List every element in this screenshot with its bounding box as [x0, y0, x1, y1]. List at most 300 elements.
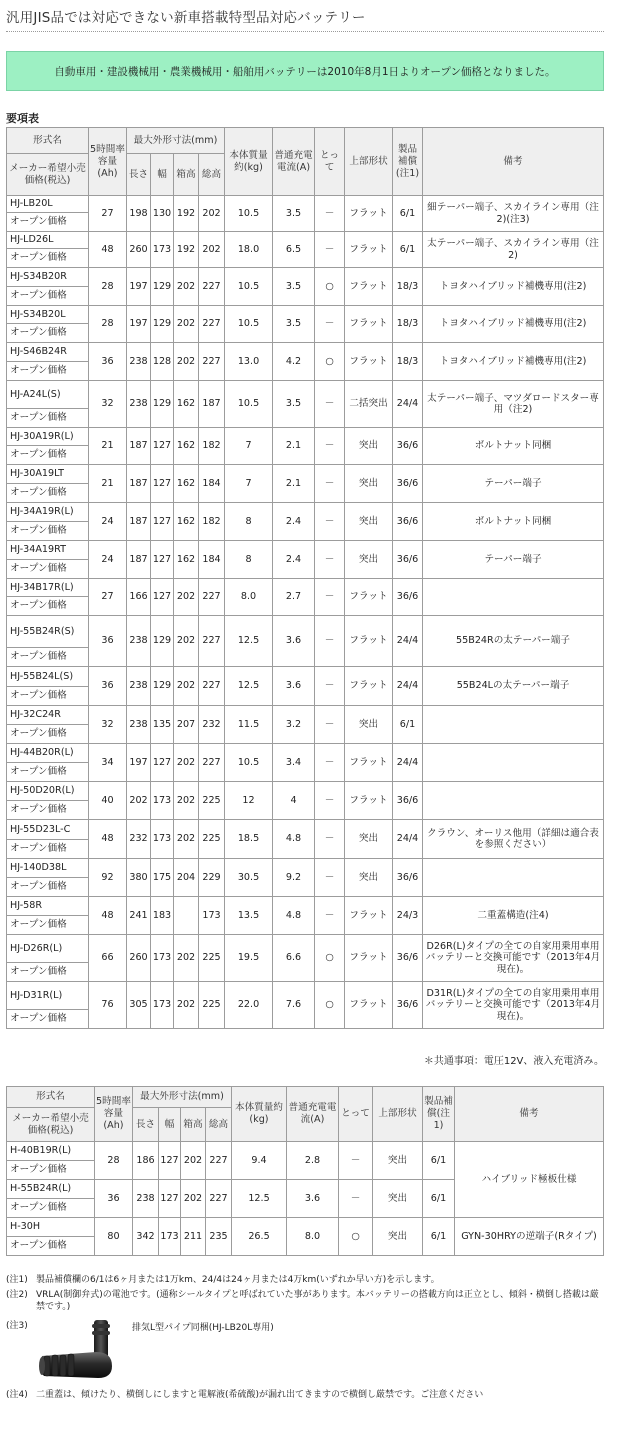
- capacity: 36: [89, 667, 127, 706]
- length: 197: [127, 744, 151, 782]
- model-name: H-30H: [7, 1218, 95, 1237]
- weight: 10.5: [225, 268, 273, 306]
- remarks: GYN-30HRYの逆端子(Rタイプ): [455, 1218, 604, 1256]
- capacity: 21: [89, 428, 127, 465]
- length: 232: [127, 820, 151, 859]
- model-name: HJ-S34B20R: [7, 268, 89, 287]
- charge-current: 3.5: [273, 196, 315, 232]
- footnote-key: (注1): [6, 1275, 28, 1285]
- total-height: 225: [199, 982, 225, 1029]
- table-row: [7, 465, 604, 484]
- length: 238: [127, 381, 151, 428]
- warranty: 36/6: [393, 579, 423, 616]
- total-height: 202: [199, 196, 225, 232]
- header-warranty: 製品補償(注1): [423, 1087, 455, 1142]
- header-remarks: 備考: [423, 128, 604, 196]
- charge-current: 3.2: [273, 706, 315, 744]
- width: 135: [151, 706, 174, 744]
- total-height: 202: [199, 232, 225, 268]
- table-row: [7, 1218, 604, 1237]
- total-height: 187: [199, 381, 225, 428]
- length: 238: [127, 706, 151, 744]
- footnote-4: [6, 1389, 606, 1401]
- handle: －: [339, 1180, 373, 1218]
- length: 197: [127, 268, 151, 306]
- spec-table-h: [6, 1086, 604, 1256]
- charge-current: 2.7: [273, 579, 315, 616]
- total-height: 184: [199, 541, 225, 579]
- model-name: HJ-A24L(S): [7, 381, 89, 409]
- header-dimensions: 最大外形寸法(mm): [127, 128, 225, 154]
- weight: 19.5: [225, 935, 273, 982]
- box-height: 162: [174, 381, 199, 428]
- handle: －: [315, 503, 345, 541]
- total-height: 227: [199, 744, 225, 782]
- header-remarks: 備考: [455, 1087, 604, 1142]
- width: 129: [151, 381, 174, 428]
- common-note: ＊共通事項：電圧12V、液入充電済み。: [423, 1056, 604, 1067]
- top-shape: 突出: [345, 820, 393, 859]
- footnote-text: VRLA(制御弁式)の電池です。(通称シールタイプと呼ばれていた事があります。本バッテリーの搭載方向は正立とし、傾斜・横倒し搭載は厳禁です。): [36, 1290, 599, 1312]
- box-height: 202: [174, 667, 199, 706]
- table-row: [7, 859, 604, 878]
- footnote-text: 製品補償欄の6/1は6ヶ月または1万km、24/4は24ヶ月または4万km(いずれか早い方)を示します。: [36, 1275, 440, 1285]
- model-name: HJ-D26R(L): [7, 935, 89, 963]
- width: 127: [159, 1142, 181, 1180]
- header-weight: 本体質量約(kg): [232, 1087, 287, 1142]
- charge-current: 2.1: [273, 465, 315, 503]
- length: 187: [127, 428, 151, 465]
- header-price: メーカー希望小売価格(税込): [7, 1108, 95, 1142]
- l-pipe-icon: [36, 1318, 126, 1382]
- top-shape: 突出: [345, 428, 393, 465]
- box-height: 162: [174, 541, 199, 579]
- remarks: 細テーパー端子、スカイライン専用（注2)(注3): [423, 196, 604, 232]
- width: 127: [151, 579, 174, 616]
- warranty: 24/4: [393, 616, 423, 667]
- handle: －: [315, 428, 345, 465]
- price: オープン価格: [7, 840, 89, 859]
- table-row: [7, 820, 604, 840]
- total-height: 227: [199, 579, 225, 616]
- weight: 22.0: [225, 982, 273, 1029]
- price: オープン価格: [7, 1010, 89, 1029]
- model-name: HJ-D31R(L): [7, 982, 89, 1010]
- price: オープン価格: [7, 560, 89, 579]
- table-row: [7, 196, 604, 213]
- remarks: D26R(L)タイプの全ての自家用乗用車用バッテリーと交換可能です（2013年4月現在)。: [423, 935, 604, 982]
- handle: －: [315, 820, 345, 859]
- top-shape: 突出: [345, 465, 393, 503]
- handle: －: [315, 667, 345, 706]
- capacity: 48: [89, 820, 127, 859]
- model-name: HJ-30A19R(L): [7, 428, 89, 446]
- model-name: HJ-55B24R(S): [7, 616, 89, 648]
- box-height: 202: [174, 935, 199, 982]
- length: 305: [127, 982, 151, 1029]
- model-name: HJ-140D38L: [7, 859, 89, 878]
- table-row: [7, 667, 604, 687]
- length: 166: [127, 579, 151, 616]
- handle: －: [315, 859, 345, 897]
- footnote-key: (注4): [6, 1390, 28, 1400]
- remarks: クラウン、オーリス他用（詳細は適合表を参照ください）: [423, 820, 604, 859]
- model-name: HJ-44B20R(L): [7, 744, 89, 763]
- price: オープン価格: [7, 446, 89, 465]
- capacity: 92: [89, 859, 127, 897]
- charge-current: 2.1: [273, 428, 315, 465]
- model-name: HJ-LD26L: [7, 232, 89, 249]
- charge-current: 3.5: [273, 268, 315, 306]
- handle: －: [315, 744, 345, 782]
- table-row: [7, 616, 604, 648]
- model-name: HJ-32C24R: [7, 706, 89, 725]
- model-name: HJ-S46B24R: [7, 343, 89, 362]
- warranty: 18/3: [393, 306, 423, 343]
- length: 260: [127, 232, 151, 268]
- price: オープン価格: [7, 362, 89, 381]
- warranty: 6/1: [423, 1218, 455, 1256]
- top-shape: フラット: [345, 579, 393, 616]
- top-shape: フラット: [345, 616, 393, 667]
- top-shape: フラット: [345, 782, 393, 820]
- price: オープン価格: [7, 763, 89, 782]
- remarks: 55B24Rの太テーパー端子: [423, 616, 604, 667]
- price: オープン価格: [7, 1161, 95, 1180]
- charge-current: 4.8: [273, 820, 315, 859]
- header-length: 長さ: [133, 1108, 159, 1142]
- charge-current: 3.6: [273, 616, 315, 667]
- warranty: 24/4: [393, 820, 423, 859]
- price: オープン価格: [7, 324, 89, 343]
- box-height: 204: [174, 859, 199, 897]
- capacity: 36: [89, 616, 127, 667]
- weight: 8.0: [225, 579, 273, 616]
- model-name: HJ-50D20R(L): [7, 782, 89, 801]
- remarks: [423, 579, 604, 616]
- width: 173: [151, 232, 174, 268]
- capacity: 27: [89, 196, 127, 232]
- total-height: 227: [199, 667, 225, 706]
- length: 342: [133, 1218, 159, 1256]
- header-capacity: 5時間率容量(Ah): [95, 1087, 133, 1142]
- box-height: 202: [174, 306, 199, 343]
- weight: 12.5: [232, 1180, 287, 1218]
- handle: －: [315, 381, 345, 428]
- total-height: 227: [199, 343, 225, 381]
- top-shape: フラット: [345, 744, 393, 782]
- top-shape: 突出: [373, 1142, 423, 1180]
- price: オープン価格: [7, 249, 89, 268]
- handle: －: [315, 782, 345, 820]
- top-shape: フラット: [345, 268, 393, 306]
- remarks: D31R(L)タイプの全ての自家用乗用車用バッテリーと交換可能です（2013年4月現在)。: [423, 982, 604, 1029]
- weight: 13.5: [225, 897, 273, 935]
- footnote-text: 二重蓋は、傾けたり、横倒しにしますと電解液(希硫酸)が漏れ出てきますので横倒し厳禁です。ご注意ください: [36, 1390, 484, 1400]
- width: 127: [151, 744, 174, 782]
- weight: 11.5: [225, 706, 273, 744]
- capacity: 27: [89, 579, 127, 616]
- weight: 30.5: [225, 859, 273, 897]
- width: 173: [151, 982, 174, 1029]
- weight: 12.5: [225, 616, 273, 667]
- price: オープン価格: [7, 409, 89, 428]
- table-row: [7, 935, 604, 963]
- warranty: 36/6: [393, 465, 423, 503]
- total-height: 184: [199, 465, 225, 503]
- remarks: [423, 859, 604, 897]
- total-height: 225: [199, 782, 225, 820]
- table-row: [7, 579, 604, 597]
- model-name: HJ-55B24L(S): [7, 667, 89, 687]
- width: 127: [151, 541, 174, 579]
- capacity: 66: [89, 935, 127, 982]
- remarks: 太テーパー端子、スカイライン専用（注2): [423, 232, 604, 268]
- capacity: 34: [89, 744, 127, 782]
- total-height: 173: [199, 897, 225, 935]
- weight: 7: [225, 428, 273, 465]
- model-name: HJ-34A19RT: [7, 541, 89, 560]
- width: 127: [151, 503, 174, 541]
- handle: －: [339, 1142, 373, 1180]
- capacity: 21: [89, 465, 127, 503]
- top-shape: 突出: [373, 1218, 423, 1256]
- capacity: 36: [95, 1180, 133, 1218]
- width: 129: [151, 616, 174, 667]
- remarks: トヨタハイブリッド補機専用(注2): [423, 268, 604, 306]
- total-height: 227: [199, 306, 225, 343]
- handle: －: [315, 616, 345, 667]
- header-box-height: 箱高: [181, 1108, 206, 1142]
- weight: 9.4: [232, 1142, 287, 1180]
- box-height: 192: [174, 232, 199, 268]
- total-height: 225: [199, 820, 225, 859]
- header-handle: とって: [315, 128, 345, 196]
- box-height: 202: [174, 579, 199, 616]
- header-price: メーカー希望小売価格(税込): [7, 154, 89, 196]
- width: 129: [151, 306, 174, 343]
- handle: ○: [315, 935, 345, 982]
- table-row: [7, 343, 604, 362]
- header-total-height: 総高: [206, 1108, 232, 1142]
- capacity: 28: [95, 1142, 133, 1180]
- capacity: 32: [89, 706, 127, 744]
- charge-current: 3.6: [273, 667, 315, 706]
- length: 380: [127, 859, 151, 897]
- handle: －: [315, 232, 345, 268]
- header-length: 長さ: [127, 154, 151, 196]
- top-shape: フラット: [345, 935, 393, 982]
- warranty: 36/6: [393, 541, 423, 579]
- capacity: 32: [89, 381, 127, 428]
- footnote-2: [6, 1289, 606, 1313]
- box-height: 202: [174, 982, 199, 1029]
- remarks: [423, 744, 604, 782]
- footnote-3-text: 排気L型パイプ同梱(HJ-LB20L専用): [132, 1323, 274, 1333]
- handle: ○: [315, 982, 345, 1029]
- box-height: 202: [174, 782, 199, 820]
- charge-current: 6.5: [273, 232, 315, 268]
- width: 127: [151, 465, 174, 503]
- remarks: ボルトナット同梱: [423, 503, 604, 541]
- table-row: [7, 897, 604, 916]
- price: オープン価格: [7, 522, 89, 541]
- total-height: 235: [206, 1218, 232, 1256]
- charge-current: 8.0: [287, 1218, 339, 1256]
- warranty: 24/4: [393, 744, 423, 782]
- length: 238: [127, 667, 151, 706]
- charge-current: 9.2: [273, 859, 315, 897]
- charge-current: 4.2: [273, 343, 315, 381]
- weight: 18.5: [225, 820, 273, 859]
- box-height: 192: [174, 196, 199, 232]
- total-height: 182: [199, 428, 225, 465]
- capacity: 24: [89, 503, 127, 541]
- weight: 8: [225, 541, 273, 579]
- model-name: H-55B24R(L): [7, 1180, 95, 1199]
- price: オープン価格: [7, 213, 89, 232]
- box-height: 162: [174, 465, 199, 503]
- model-name: HJ-S34B20L: [7, 306, 89, 324]
- width: 130: [151, 196, 174, 232]
- handle: ○: [315, 268, 345, 306]
- warranty: 24/4: [393, 381, 423, 428]
- price: オープン価格: [7, 648, 89, 667]
- footnote-1: [6, 1274, 606, 1286]
- header-model: 形式名: [7, 1087, 95, 1108]
- spec-table-hj: [6, 127, 604, 1029]
- warranty: 36/6: [393, 982, 423, 1029]
- capacity: 48: [89, 897, 127, 935]
- price: オープン価格: [7, 484, 89, 503]
- length: 187: [127, 541, 151, 579]
- top-shape: フラット: [345, 196, 393, 232]
- page-title: 汎用JIS品では対応できない新車搭載特型品対応バッテリー: [6, 10, 366, 26]
- total-height: 227: [206, 1142, 232, 1180]
- total-height: 227: [199, 268, 225, 306]
- top-shape: フラット: [345, 343, 393, 381]
- remarks: [423, 782, 604, 820]
- capacity: 40: [89, 782, 127, 820]
- length: 198: [127, 196, 151, 232]
- warranty: 6/1: [393, 196, 423, 232]
- total-height: 232: [199, 706, 225, 744]
- box-height: 162: [174, 503, 199, 541]
- length: 238: [127, 616, 151, 667]
- total-height: 182: [199, 503, 225, 541]
- top-shape: フラット: [345, 667, 393, 706]
- table-row: [7, 782, 604, 801]
- remarks: トヨタハイブリッド補機専用(注2): [423, 306, 604, 343]
- warranty: 36/6: [393, 935, 423, 982]
- title-divider: [6, 31, 604, 32]
- header-model: 形式名: [7, 128, 89, 154]
- open-price-notice: [6, 51, 604, 91]
- warranty: 18/3: [393, 343, 423, 381]
- total-height: 225: [199, 935, 225, 982]
- price: オープン価格: [7, 687, 89, 706]
- box-height: 202: [181, 1180, 206, 1218]
- handle: －: [315, 465, 345, 503]
- length: 238: [127, 343, 151, 381]
- remarks: テーパー端子: [423, 465, 604, 503]
- capacity: 24: [89, 541, 127, 579]
- price: オープン価格: [7, 963, 89, 982]
- charge-current: 2.4: [273, 541, 315, 579]
- weight: 10.5: [225, 381, 273, 428]
- table-row: [7, 541, 604, 560]
- footnote-3-key: (注3): [6, 1321, 28, 1331]
- box-height: 207: [174, 706, 199, 744]
- header-total-height: 総高: [199, 154, 225, 196]
- remarks: トヨタハイブリッド補機専用(注2): [423, 343, 604, 381]
- remarks: テーパー端子: [423, 541, 604, 579]
- length: 238: [133, 1180, 159, 1218]
- box-height: 202: [174, 616, 199, 667]
- width: 127: [151, 428, 174, 465]
- charge-current: 4.8: [273, 897, 315, 935]
- remarks: ボルトナット同梱: [423, 428, 604, 465]
- weight: 8: [225, 503, 273, 541]
- width: 127: [159, 1180, 181, 1218]
- header-weight: 本体質量約(kg): [225, 128, 273, 196]
- footnote-key: (注2): [6, 1290, 28, 1300]
- warranty: 6/1: [423, 1180, 455, 1218]
- charge-current: 3.6: [287, 1180, 339, 1218]
- width: 183: [151, 897, 174, 935]
- table-row: [7, 428, 604, 446]
- price: オープン価格: [7, 878, 89, 897]
- weight: 12.5: [225, 667, 273, 706]
- top-shape: 突出: [345, 706, 393, 744]
- model-name: HJ-30A19LT: [7, 465, 89, 484]
- handle: ○: [315, 343, 345, 381]
- capacity: 28: [89, 306, 127, 343]
- weight: 12: [225, 782, 273, 820]
- price: オープン価格: [7, 287, 89, 306]
- box-height: 162: [174, 428, 199, 465]
- total-height: 227: [199, 616, 225, 667]
- table-row: [7, 381, 604, 409]
- weight: 10.5: [225, 744, 273, 782]
- handle: －: [315, 541, 345, 579]
- charge-current: 2.8: [287, 1142, 339, 1180]
- price: オープン価格: [7, 1199, 95, 1218]
- box-height: 211: [181, 1218, 206, 1256]
- top-shape: 突出: [345, 859, 393, 897]
- charge-current: 3.5: [273, 306, 315, 343]
- box-height: 202: [181, 1142, 206, 1180]
- remarks-merged: ハイブリッド極板仕様: [455, 1142, 604, 1218]
- notice-text: 自動車用・建設機械用・農業機械用・船舶用バッテリーは2010年8月1日よりオープン価格となりました。: [54, 65, 556, 78]
- capacity: 80: [95, 1218, 133, 1256]
- header-width: 幅: [151, 154, 174, 196]
- table-row: [7, 1142, 604, 1161]
- width: 173: [151, 820, 174, 859]
- length: 241: [127, 897, 151, 935]
- top-shape: 突出: [345, 541, 393, 579]
- capacity: 76: [89, 982, 127, 1029]
- model-name: HJ-34A19R(L): [7, 503, 89, 522]
- l-pipe-image: [36, 1318, 126, 1382]
- header-handle: とって: [339, 1087, 373, 1142]
- header-charge-current: 普通充電電流(A): [287, 1087, 339, 1142]
- header-top-shape: 上部形状: [373, 1087, 423, 1142]
- charge-current: 7.6: [273, 982, 315, 1029]
- model-name: HJ-LB20L: [7, 196, 89, 213]
- warranty: 36/6: [393, 428, 423, 465]
- box-height: 202: [174, 820, 199, 859]
